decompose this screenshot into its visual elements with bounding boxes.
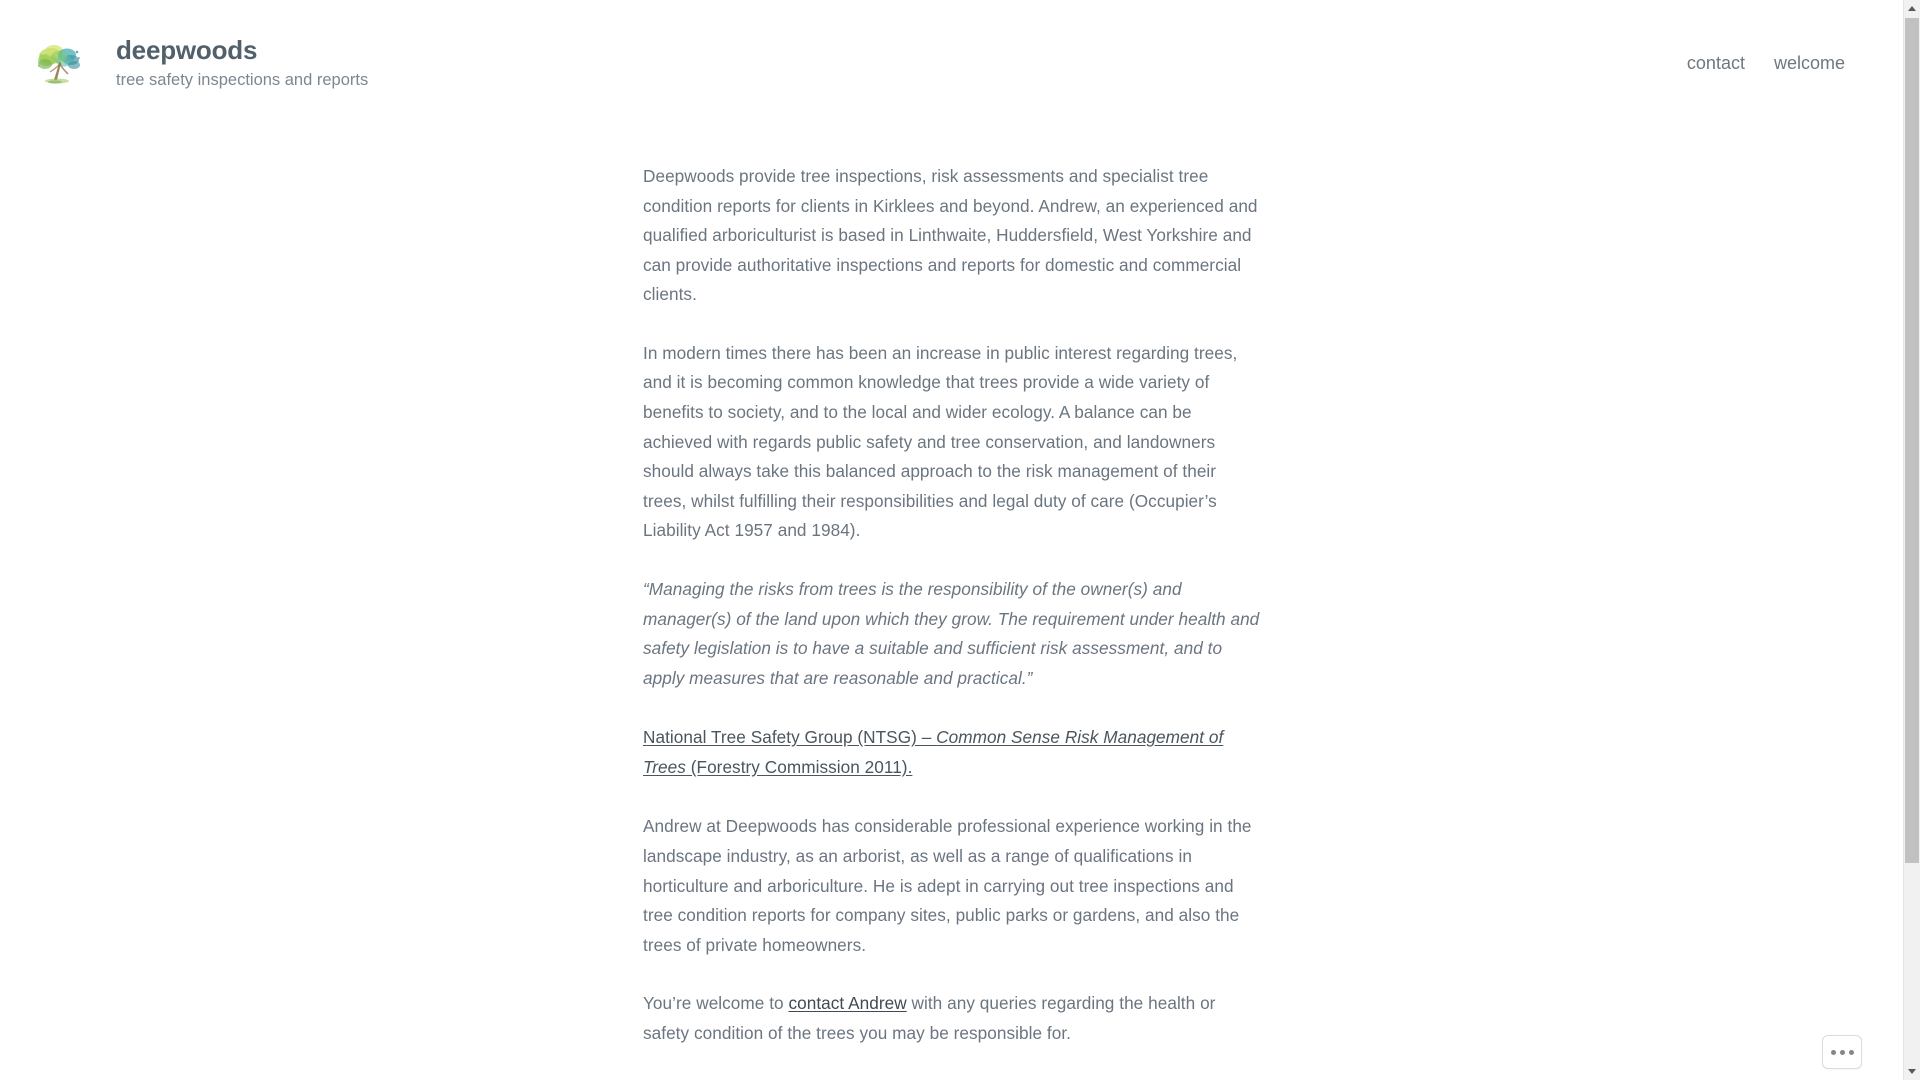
ellipsis-dot <box>1849 1050 1854 1055</box>
scrollbar-thumb[interactable] <box>1905 18 1919 863</box>
paragraph-public-interest: In modern times there has been an increase in public interest regarding trees, and it is becoming common knowledge that trees provide a wide variety of benefits to society, and to the local and wider ecology. A balance can be achieved with regards public safety and tree conservation, and landowners should always take this balanced approach to the risk management of their trees, whilst fulfilling their responsibilities and legal duty of care (Occupier’s Liability Act 1957 and 1984). <box>643 342 1238 541</box>
contact-invite-prefix: You’re welcome to <box>643 993 789 1014</box>
paragraph-citation <box>643 723 1263 782</box>
site-tagline: tree safety inspections and reports <box>116 70 369 89</box>
watercolor-tree-icon <box>32 34 88 90</box>
paragraph-contact-invite <box>643 989 1263 1048</box>
contact-invite-suffix: with any queries regarding the health or safety condition of the trees you may be responsible for. <box>643 993 1216 1043</box>
site-header <box>0 0 1903 120</box>
site-branding[interactable] <box>32 28 368 91</box>
contact-andrew-link[interactable]: contact Andrew <box>788 993 907 1014</box>
ellipsis-dot <box>1840 1050 1845 1055</box>
article-content <box>643 162 1263 1077</box>
blockquote-ntsg: “Managing the risks from trees is the responsibility of the owner(s) and manager(s) of the land upon which they grow. The requirement under health and safety legislation is to have a suitable and sufficient risk assessment, and to apply measures that are reasonable and practical.” <box>643 578 1260 688</box>
paragraph-intro: Deepwoods provide tree inspections, risk assessments and specialist tree condition reports for clients in Kirklees and beyond. Andrew, an experienced and qualified arboriculturist is based in Linthwaite, Huddersfield, West Yorkshire and can provide authoritative inspections and reports for domestic and commercial clients. <box>643 166 1258 305</box>
citation-text-prefix: National Tree Safety Group (NTSG) – <box>643 727 937 748</box>
ellipsis-icon[interactable] <box>1822 1035 1862 1069</box>
nav-item-contact[interactable]: contact <box>1686 53 1745 73</box>
vertical-scrollbar[interactable] <box>1903 0 1920 1080</box>
site-title[interactable]: deepwoods <box>116 35 258 65</box>
scrollbar-down-button[interactable] <box>1904 1063 1920 1080</box>
main-navigation <box>1687 28 1845 72</box>
scrollbar-up-button[interactable] <box>1904 0 1920 17</box>
citation-text-suffix: (Forestry Commission 2011). <box>685 756 913 777</box>
chevron-up-icon <box>1908 6 1916 11</box>
ellipsis-dot <box>1831 1050 1836 1055</box>
citation-text-title: Common Sense Risk Management of Trees <box>643 727 1224 777</box>
nav-item-welcome[interactable]: welcome <box>1773 53 1845 73</box>
chevron-down-icon <box>1908 1069 1916 1074</box>
site-branding-text <box>116 28 368 91</box>
paragraph-experience: Andrew at Deepwoods has considerable professional experience working in the landscape industry, as an arborist, as well as a range of qualifications in horticulture and arboriculture. He is adept in carrying out tree inspections and tree condition reports for company sites, public parks or gardens, and also the trees of private homeowners. <box>643 816 1252 955</box>
citation-link[interactable] <box>643 727 1223 777</box>
